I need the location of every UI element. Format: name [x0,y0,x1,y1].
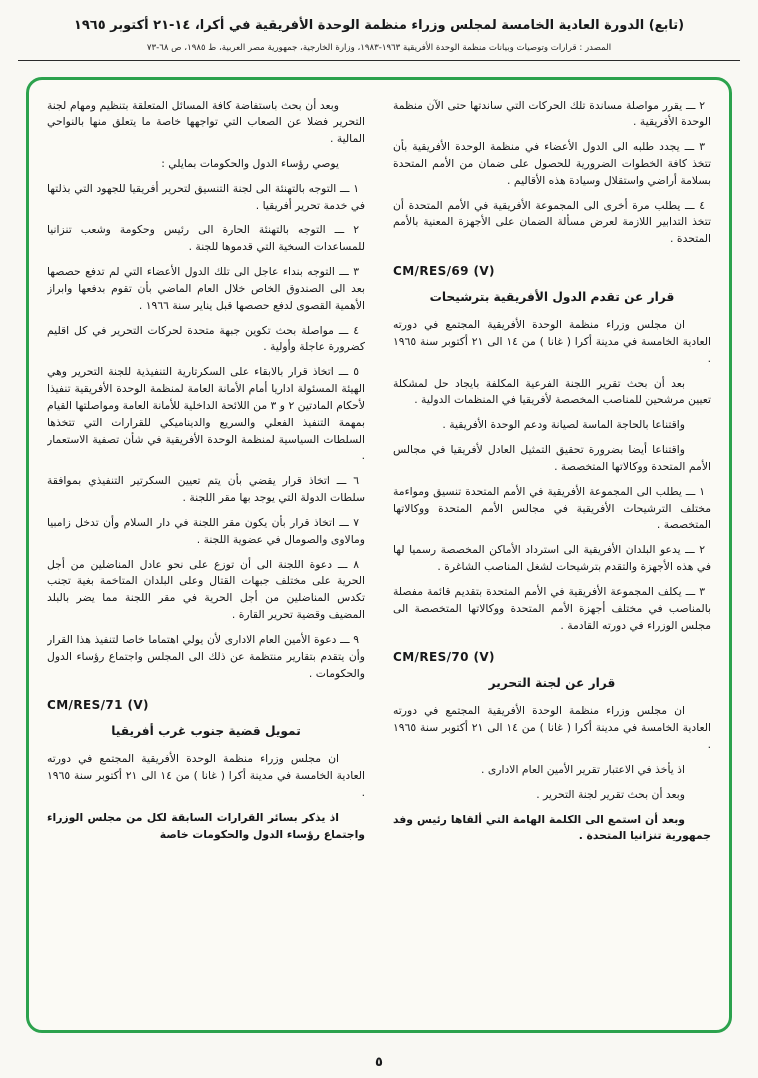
paragraph: ٣ ـــ يكلف المجموعة الأفريقية في الأمم المتحدة بتقديم قائمة مفصلة بالمناصب في مختلف أجهزة الأمم المتحدة ووكالاتها المتخصصة الى مجلس الوزراء في دورته القادمة . [393,584,711,632]
content-frame [26,77,732,1033]
page-header [0,0,758,61]
resolution-code: CM/RES/71 (V) [47,698,149,713]
paragraph: واقتناعا أيضا بضرورة تحقيق التمثيل العادل لأفريقيا في مجالس الأمم المتحدة ووكالاتها المتخصصة . [393,443,711,473]
paragraph: ٣ ـــ التوجه بنداء عاجل الى تلك الدول الأعضاء التي لم تدفع حصصها بعد الى الصندوق الخاص خلال العام الماضي بأن تقوم بدفعها وابراز الأهمية القصوى لدفع حصصها قبل يناير سنة ١٩٦٦ . [47,265,365,312]
paragraph: واقتناعا بالحاجة الماسة لصيانة ودعم الوحدة الأفريقية . [442,418,685,432]
right-column [393,98,711,1016]
paragraph: ١ ـــ التوجه بالتهنئة الى لجنة التنسيق لتحرير أفريقيا للجهود التي بذلتها في خدمة تحرير أفريقيا . [47,181,365,212]
page-title: (تابع) الدورة العادية الخامسة لمجلس وزراء منظمة الوحدة الأفريقية في أكرا، ١٤-٢١ أكتوبر ١٩٦٥ [73,18,685,33]
paragraph: ان مجلس وزراء منظمة الوحدة الأفريقية المجتمع في دورته العادية الخامسة في مدينة أكرا ( غانا ) من ١٤ الى ٢١ أكتوبر سنة ١٩٦٥ . [393,704,711,752]
resolution-code: CM/RES/70 (V) [393,650,495,665]
paragraph: ٨ ـــ دعوة اللجنة الى أن توزع على نحو عادل المناضلين من أجل الحرية على مختلف جبهات القتال وعلى البلدان المتاخمة بغية تجنب تكدس المناضلين من أجل الحرية في مقر اللجنة مما يضر بالبلد المضيف وقضية تحرير القارة . [47,557,365,622]
resolution-heading: قرار عن تقدم الدول الأفريقية بترشيحات [429,290,675,305]
left-column [47,98,365,1016]
paragraph: ٢ ـــ يقرر مواصلة مساندة تلك الحركات التي ساندتها حتى الآن منظمة الوحدة الأفريقية . [393,98,711,129]
page-number: ٥ [375,1055,383,1070]
paragraph: وبعد أن استمع الى الكلمة الهامة التي ألقاها رئيس وفد جمهورية تنزانيا المتحدة . [393,812,711,843]
resolution-heading: قرار عن لجنة التحرير [488,676,616,691]
paragraph: ٩ ـــ دعوة الأمين العام الادارى لأن يولي اهتماما خاصا لتنفيذ هذا القرار وأن يتقدم بتقارير منتظمة عن ذلك الى المجلس واجتماع رؤساء الدول والحكومات . [47,632,365,680]
paragraph: ٢ ـــ يدعو البلدان الأفريقية الى استرداد الأماكن المخصصة رسميا لها في هذه الأجهزة والتقدم بترشيحات لشغل المناصب الشاغرة . [393,543,711,574]
paragraph: بعد أن بحث تقرير اللجنة الفرعية المكلفة بايجاد حل لمشكلة تعيين مرشحين للمناصب المخصصة لأفريقيا في المنظمات الدولية . [393,376,711,407]
resolution-heading: تمويل قضية جنوب غرب أفريقيا [111,724,301,739]
paragraph: اذ يأخذ في الاعتبار تقرير الأمين العام الادارى . [480,762,685,776]
two-column-layout [47,98,711,1016]
paragraph: ٢ ـــ التوجه بالتهنئة الحارة الى رئيس وحكومة وشعب تنزانيا للمساعدات السخية التي قدموها للجنة . [47,223,365,254]
paragraph: ان مجلس وزراء منظمة الوحدة الأفريقية المجتمع في دورته العادية الخامسة في مدينة أكرا ( غانا ) من ١٤ الى ٢١ أكتوبر سنة ١٩٦٥ . [47,752,365,799]
paragraph: ٦ ـــ اتخاذ قرار يقضي بأن يتم تعيين السكرتير التنفيذي بموافقة سلطات الدولة التي يوجد بها مقر اللجنة . [47,474,365,505]
paragraph: ٣ ـــ يجدد طلبه الى الدول الأعضاء في منظمة الوحدة الأفريقية بأن تتخذ كافة الخطوات الضرورية للحصول على ضمان من الأمم المتحدة بسلامة أراضي واستقلال وسيادة هذه الأقاليم . [393,140,711,187]
paragraph: اذ يذكر بسائر القرارات السابقة لكل من مجلس الوزراء واجتماع رؤساء الدول والحكومات خاصة [47,810,365,841]
paragraph: ان مجلس وزراء منظمة الوحدة الأفريقية المجتمع في دورته العادية الخامسة في مدينة أكرا ( غانا ) من ١٤ الى ٢١ أكتوبر سنة ١٩٦٥ . [393,318,711,365]
header-divider [18,60,740,61]
paragraph: ٥ ـــ اتخاذ قرار بالابقاء على السكرتارية التنفيذية للجنة التحرير وهي الهيئة المسئولة اداريا أمام الأمانة العامة لمنظمة الوحدة الأفريقية تنفيذا لأحكام المادتين ٢ و ٣ من اللائحة الداخلية للأمانة العامة ومواصلتها القيام بمهمة التنفيذ الفعلي والسريع والديناميكي للقرارات التي تتخذها السلطات السياسية لمنظمة الوحدة الأفريقية في شأن تصفية الاستعمار . [47,365,365,463]
paragraph: وبعد أن بحث باستفاضة كافة المسائل المتعلقة بتنظيم ومهام لجنة التحرير فضلا عن الصعاب التي تواجهها خاصة ما يتعلق منها بالنواحي المالية . [47,98,365,146]
paragraph: يوصي رؤساء الدول والحكومات بمايلي : [161,156,339,170]
paragraph: ٤ ـــ مواصلة بحث تكوين جبهة متحدة لحركات التحرير في كل اقليم كضرورة عاجلة وأولية . [47,323,365,354]
paragraph: ٤ ـــ يطلب مرة أخرى الى المجموعة الأفريقية في الأمم المتحدة أن تتخذ التدابير اللازمة لعرض مسألة الضمان على الأجهزة المعنية بالأمم المتحدة . [393,198,711,246]
resolution-code: CM/RES/69 (V) [393,264,495,279]
paragraph: ١ ـــ يطلب الى المجموعة الأفريقية في الأمم المتحدة تنسيق ومواءمة مختلف الترشيحات الأفريقية في مجالس الأمم المتحدة ووكالاتها المتخصصة . [393,484,711,532]
paragraph: ٧ ـــ اتخاذ قرار بأن يكون مقر اللجنة في دار السلام وأن تدخل زامبيا ومالاوى والصومال في عضوية اللجنة . [47,515,365,546]
paragraph: وبعد أن بحث تقرير لجنة التحرير . [536,787,685,801]
source-line: المصدر : قرارات وتوصيات وبيانات منظمة الوحدة الأفريقية ١٩٦٣-١٩٨٣، وزارة الخارجية، جمهورية مصر العربية، ط ١٩٨٥، ص ٦٨-٧٣ [146,42,612,53]
